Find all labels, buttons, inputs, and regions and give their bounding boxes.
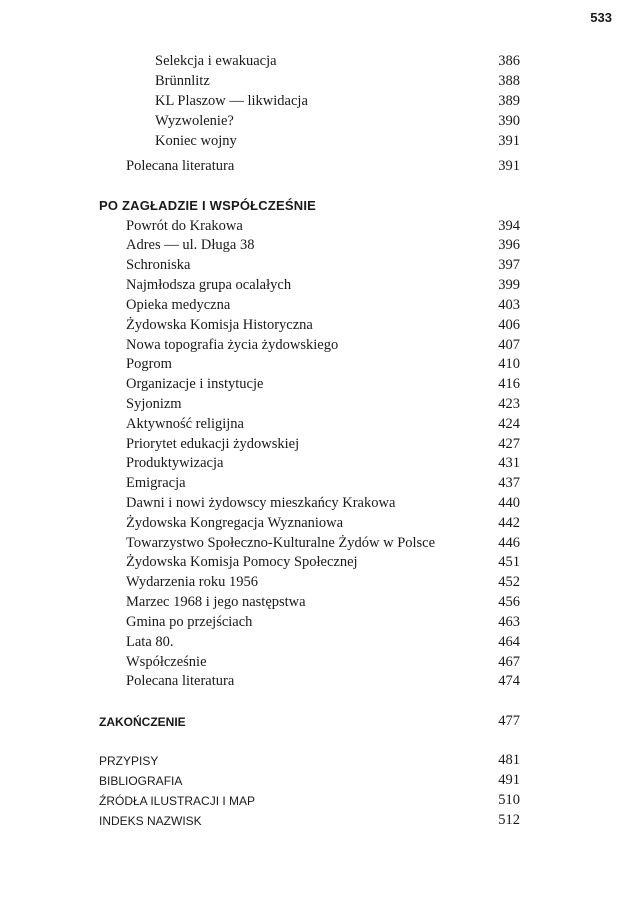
toc-entry-title: Schroniska	[126, 257, 191, 273]
toc-entry	[0, 218, 626, 238]
toc-entry-page: 452	[498, 574, 520, 590]
toc-entry-page: 491	[498, 772, 520, 788]
toc-entry-title: Pogrom	[126, 356, 172, 372]
toc-entry-page: 397	[498, 257, 520, 273]
toc-entry-title: Aktywność religijna	[126, 416, 244, 432]
toc-entry-page: 467	[498, 654, 520, 670]
toc-entry-title: ZAKOŃCZENIE	[99, 715, 186, 729]
toc-entry-page: 389	[498, 93, 520, 109]
toc-entry-title: Towarzystwo Społeczno-Kulturalne Żydów w Polsce	[126, 535, 436, 551]
toc-entry	[0, 113, 626, 133]
toc-entry-title: ŹRÓDŁA ILUSTRACJI I MAP	[99, 794, 256, 808]
toc-entry	[0, 495, 626, 515]
toc-entry-page: 437	[498, 475, 520, 491]
toc-entry	[0, 53, 626, 73]
toc-entry	[0, 673, 626, 693]
toc-entry	[0, 812, 626, 832]
toc-entry	[0, 337, 626, 357]
toc-entry	[0, 277, 626, 297]
toc-entry	[0, 594, 626, 614]
toc-entry	[0, 356, 626, 376]
toc-entry-page: 510	[498, 792, 520, 808]
toc-entry-page: 463	[498, 614, 520, 630]
toc-entry	[0, 257, 626, 277]
toc-entry-title: Żydowska Kongregacja Wyznaniowa	[126, 515, 344, 531]
toc-entry-page: 391	[498, 133, 520, 149]
toc-entry-page: 477	[498, 713, 520, 729]
toc-section-heading	[0, 197, 626, 217]
toc-entry-page: 464	[498, 634, 520, 650]
toc-entry	[0, 93, 626, 113]
page-number: 533	[590, 10, 612, 25]
toc-entry	[0, 574, 626, 594]
toc-entry-page: 481	[498, 752, 520, 768]
toc-entry-page: 512	[498, 812, 520, 828]
toc-entry-page: 396	[498, 237, 520, 253]
toc-entry-page: 388	[498, 73, 520, 89]
toc-entry-page: 399	[498, 277, 520, 293]
toc-entry-title: Polecana literatura	[126, 158, 235, 174]
toc-entry-title: Brünnlitz	[155, 73, 210, 89]
toc-entry-page: 424	[498, 416, 520, 432]
toc-entry	[0, 133, 626, 153]
toc-entry-title: Współcześnie	[126, 654, 207, 670]
toc-entry-title: Opieka medyczna	[126, 297, 231, 313]
toc-entry-title: BIBLIOGRAFIA	[99, 774, 183, 788]
toc-entry	[0, 634, 626, 654]
toc-entry	[0, 752, 626, 772]
toc-entry-page: 416	[498, 376, 520, 392]
toc-entry	[0, 297, 626, 317]
toc-entry-title: INDEKS NAZWISK	[99, 814, 202, 828]
toc-entry	[0, 396, 626, 416]
toc-entry-title: Żydowska Komisja Historyczna	[126, 317, 313, 333]
toc-entry	[0, 772, 626, 792]
toc-entry-title: Marzec 1968 i jego następstwa	[126, 594, 306, 610]
toc-entry-title: Produktywizacja	[126, 455, 224, 471]
toc-entry-title: Priorytet edukacji żydowskiej	[126, 436, 300, 452]
toc-entry	[0, 436, 626, 456]
toc-entry	[0, 237, 626, 257]
toc-entry-page: 390	[498, 113, 520, 129]
toc-entry-page: 451	[498, 554, 520, 570]
toc-entry-title: Wydarzenia roku 1956	[126, 574, 258, 590]
toc-entry-title: PRZYPISY	[99, 754, 159, 768]
toc-entry	[0, 515, 626, 535]
toc-entry-title: Emigracja	[126, 475, 186, 491]
toc-entry-page: 410	[498, 356, 520, 372]
toc-entry-title: Polecana literatura	[126, 673, 235, 689]
toc-entry-page: 407	[498, 337, 520, 353]
toc-entry	[0, 535, 626, 555]
toc-entry	[0, 713, 626, 733]
toc-entry	[0, 73, 626, 93]
toc-entry	[0, 317, 626, 337]
toc-entry-title: Nowa topografia życia żydowskiego	[126, 337, 339, 353]
toc-entry	[0, 455, 626, 475]
toc-entry-page: 456	[498, 594, 520, 610]
toc-entry-page: 403	[498, 297, 520, 313]
toc-entry	[0, 376, 626, 396]
toc-entry-page: 406	[498, 317, 520, 333]
section-title: PO ZAGŁADZIE I WSPÓŁCZEŚNIE	[99, 198, 317, 213]
toc-entry-title: Selekcja i ewakuacja	[155, 53, 277, 69]
toc-entry	[0, 792, 626, 812]
toc-entry-page: 446	[498, 535, 520, 551]
toc-entry-title: Powrót do Krakowa	[126, 218, 243, 234]
toc-entry-title: Wyzwolenie?	[155, 113, 234, 129]
toc-entry	[0, 158, 626, 178]
toc-entry-title: Koniec wojny	[155, 133, 237, 149]
toc-entry-title: KL Plaszow — likwidacja	[155, 93, 308, 109]
toc-entry-page: 423	[498, 396, 520, 412]
toc-entry-title: Gmina po przejściach	[126, 614, 253, 630]
toc-entry-page: 427	[498, 436, 520, 452]
toc-entry-title: Adres — ul. Długa 38	[126, 237, 255, 253]
toc-entry-title: Lata 80.	[126, 634, 174, 650]
toc-entry-page: 442	[498, 515, 520, 531]
toc-entry-title: Najmłodsza grupa ocalałych	[126, 277, 292, 293]
toc-entry-title: Syjonizm	[126, 396, 182, 412]
toc-entry-page: 440	[498, 495, 520, 511]
toc-entry	[0, 654, 626, 674]
toc-entry-page: 474	[498, 673, 520, 689]
toc-entry-page: 386	[498, 53, 520, 69]
toc-entry-title: Żydowska Komisja Pomocy Społecznej	[126, 554, 358, 570]
toc-entry	[0, 416, 626, 436]
toc-entry-title: Organizacje i instytucje	[126, 376, 264, 392]
toc-entry	[0, 475, 626, 495]
toc-entry-page: 391	[498, 158, 520, 174]
toc-entry	[0, 554, 626, 574]
toc-entry	[0, 614, 626, 634]
toc-entry-page: 394	[498, 218, 520, 234]
toc-entry-title: Dawni i nowi żydowscy mieszkańcy Krakowa	[126, 495, 396, 511]
toc-entry-page: 431	[498, 455, 520, 471]
